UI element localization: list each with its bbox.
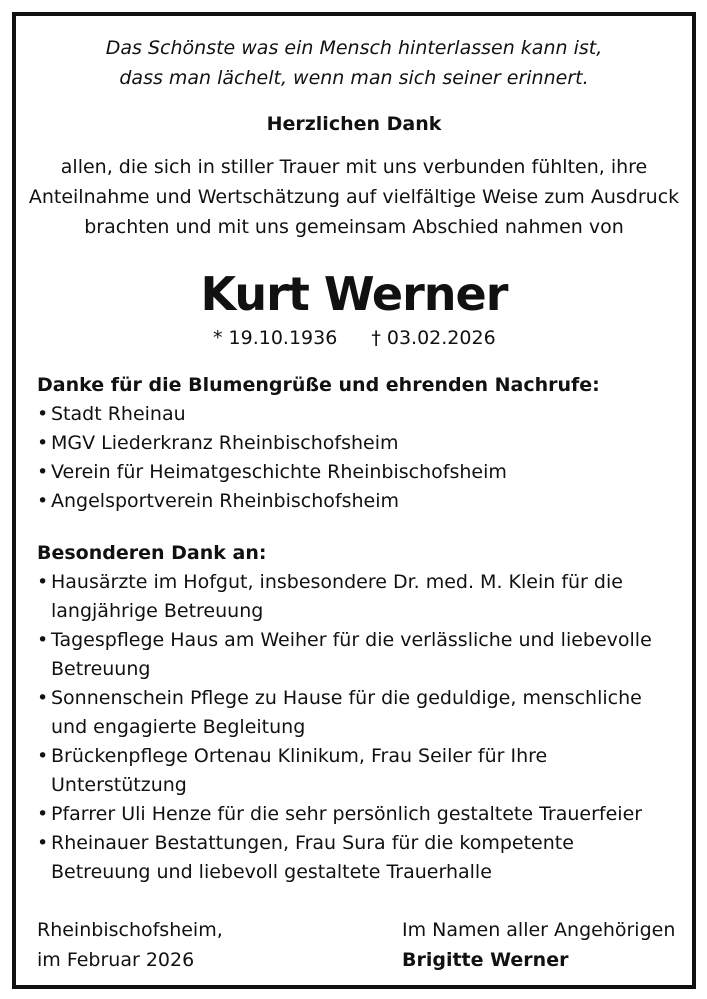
signature-name: Brigitte Werner [402,949,569,971]
special-thanks-title: Besonderen Dank an: [37,542,267,564]
list-item: • Stadt Rheinau [37,400,677,429]
life-dates [213,323,496,353]
quote-line: dass man lächelt, wenn man sich seiner erinnert. [119,67,589,89]
flowers-list [37,400,677,516]
death-date: † 03.02.2026 [371,327,496,349]
list-item: • Verein für Heimatgeschichte Rheinbischofsheim [37,458,677,487]
birth-date: * 19.10.1936 [213,327,338,349]
quote-line: Das Schönste was ein Mensch hinterlassen kann ist, [105,37,603,59]
intro-line: brachten und mit uns gemeinsam Abschied nahmen von [84,216,624,238]
obituary-card [12,12,696,989]
list-item: • Angelsportverein Rheinbischofsheim [37,487,677,516]
intro-line: allen, die sich in stiller Trauer mit uns verbunden fühlten, ihre [60,156,648,178]
list-item: • Pfarrer Uli Henze für die sehr persönlich gestaltete Trauerfeier [37,800,677,829]
place: Rheinbischofsheim, [37,919,223,941]
place-and-date [37,915,223,975]
list-item: • MGV Liederkranz Rheinbischofsheim [37,429,677,458]
date: im Februar 2026 [37,949,195,971]
memorial-quote [16,33,692,93]
flowers-section-title: Danke für die Blumengrüße und ehrenden Nachrufe: [37,374,600,396]
intro-line: Anteilnahme und Wertschätzung auf vielfältige Weise zum Ausdruck [28,186,680,208]
list-item: • Sonnenschein Pflege zu Hause für die geduldige, menschliche und engagierte Begleitung [37,684,677,742]
signature-block [402,915,675,975]
deceased-name: Kurt Werner [200,267,508,321]
list-item: • Rheinauer Bestattungen, Frau Sura für die kompetente Betreuung und liebevoll gestaltete Trauerhalle [37,829,677,887]
list-item: • Brückenpflege Ortenau Klinikum, Frau Seiler für Ihre Unterstützung [37,742,677,800]
list-item: • Hausärzte im Hofgut, insbesondere Dr. med. M. Klein für die langjährige Betreuung [37,568,677,626]
intro-text [16,152,692,242]
on-behalf-text: Im Namen aller Angehörigen [402,919,676,941]
special-thanks-list [37,568,677,887]
list-item: • Tagespflege Haus am Weiher für die verlässliche und liebevolle Betreuung [37,626,677,684]
thanks-heading: Herzlichen Dank [266,113,442,135]
